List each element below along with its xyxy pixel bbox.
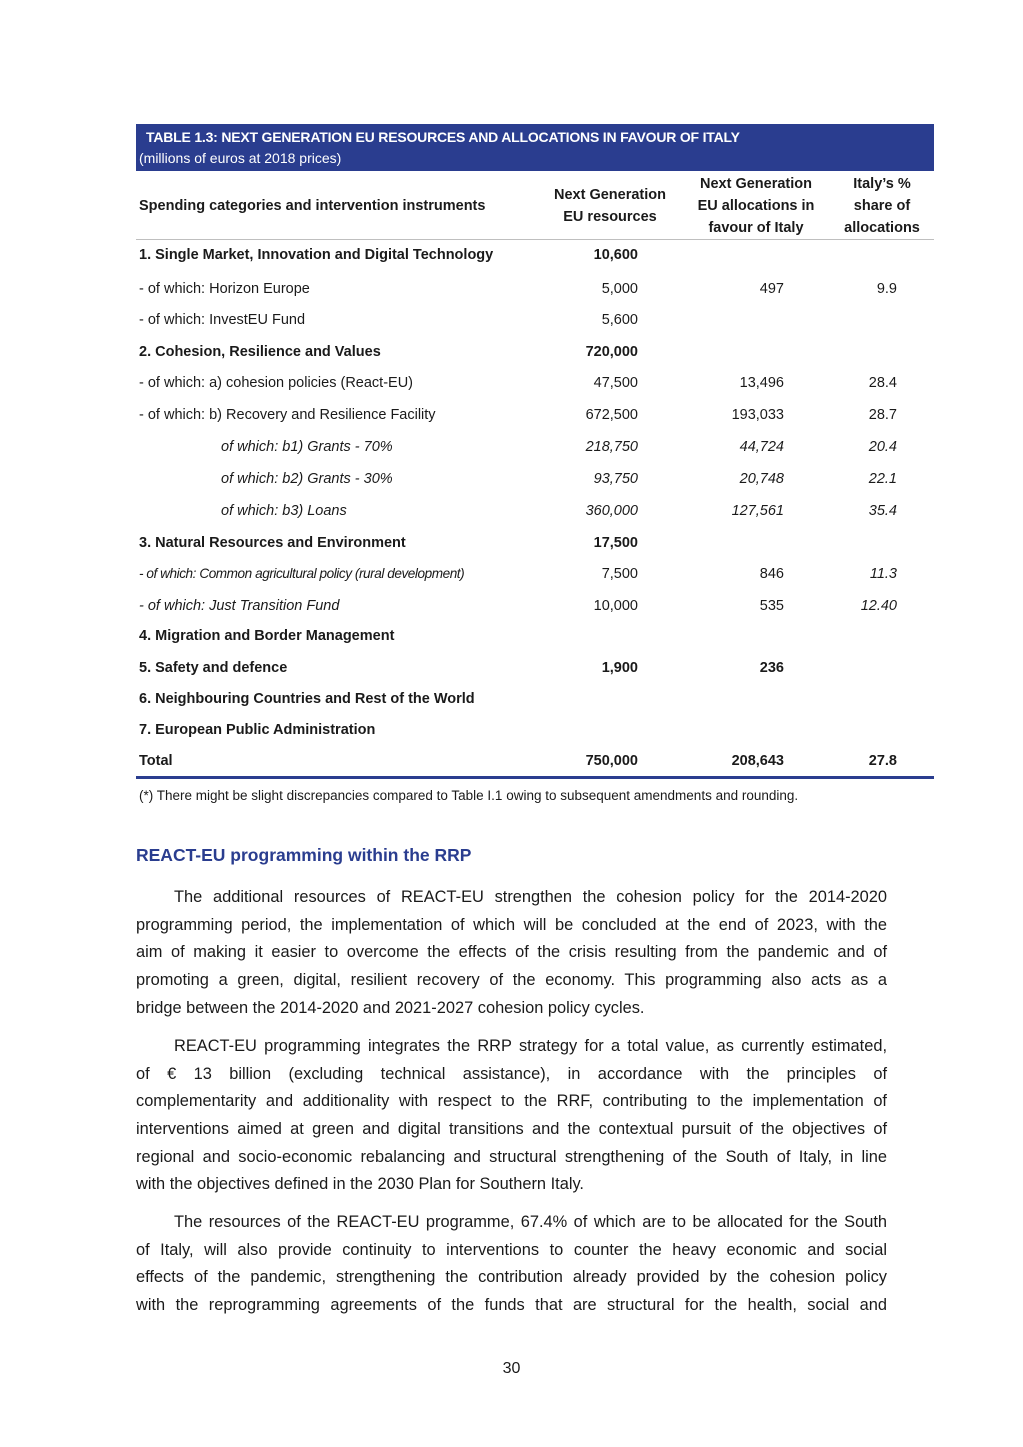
row-label: - of which: Common agricultural policy (rural development)	[139, 566, 465, 581]
row-resources: 93,750	[593, 471, 638, 487]
row-label: - of which: InvestEU Fund	[139, 312, 306, 328]
row-label: - of which: b) Recovery and Resilience Facility	[139, 407, 436, 423]
table-bottom-rule	[136, 776, 934, 779]
table-row	[136, 338, 934, 368]
row-allocations: 20,748	[739, 471, 784, 487]
text-line: bridge between the 2014-2020 and 2021-2027 cohesion policy cycles.	[136, 998, 645, 1017]
table-column-headers	[136, 171, 934, 240]
row-share: 28.4	[868, 375, 897, 391]
table-row	[136, 275, 934, 305]
row-share: 22.1	[868, 471, 897, 487]
row-share: 11.3	[869, 566, 897, 582]
table-row	[136, 306, 934, 336]
row-label: - of which: Horizon Europe	[139, 281, 310, 297]
row-share: 28.7	[868, 407, 897, 423]
table-row	[136, 369, 934, 399]
table-title-bar	[136, 124, 934, 171]
header-italy-share: Italy’s % share of allocations	[844, 176, 920, 236]
row-label: - of which: a) cohesion policies (React-EU)	[139, 375, 413, 391]
row-label: 2. Cohesion, Resilience and Values	[139, 344, 381, 360]
text-line: promoting a green, digital, resilient recovery of the economy. This programming also acts as a	[136, 971, 887, 990]
row-resources: 1,900	[601, 660, 638, 676]
table-row-total	[136, 747, 934, 777]
row-share: 20.4	[868, 439, 897, 455]
row-label: of which: b3) Loans	[221, 503, 347, 519]
section-heading: REACT-EU programming within the RRP	[136, 845, 472, 865]
row-allocations: 13,496	[739, 375, 784, 391]
row-resources: 17,500	[593, 535, 638, 551]
row-allocations: 535	[759, 598, 784, 614]
table-row	[136, 529, 934, 559]
row-label: of which: b1) Grants - 70%	[221, 439, 393, 455]
table-row	[136, 685, 934, 715]
row-resources: 7,500	[601, 566, 638, 582]
row-label: 4. Migration and Border Management	[139, 628, 395, 644]
row-label: 5. Safety and defence	[139, 660, 288, 676]
paragraph	[136, 884, 887, 1022]
table-row	[136, 497, 934, 527]
text-line: of Italy, will also provide continuity to interventions to counter the heavy economic and social	[136, 1240, 887, 1259]
row-allocations: 208,643	[731, 753, 784, 769]
text-line: The resources of the REACT-EU programme, 67.4% of which are to be allocated for the South	[174, 1213, 887, 1231]
row-resources: 5,000	[601, 281, 638, 297]
table-row	[136, 465, 934, 495]
text-line: effects of the pandemic, strengthening the contribution already provided by the cohesion policy	[136, 1268, 887, 1287]
table-title: TABLE 1.3: NEXT GENERATION EU RESOURCES AND ALLOCATIONS IN FAVOUR OF ITALY	[146, 129, 740, 145]
row-label: Total	[139, 753, 173, 769]
row-allocations: 127,561	[731, 503, 784, 519]
row-share: 27.8	[868, 753, 897, 769]
text-line: The additional resources of REACT-EU strengthen the cohesion policy for the 2014-2020	[174, 888, 887, 906]
row-allocations: 236	[759, 660, 784, 676]
text-line: programming period, the implementation of which will be concluded at the end of 2023, with the	[136, 915, 887, 934]
header-ngeu-allocations-italy: Next Generation EU allocations in favour of Italy	[697, 176, 815, 236]
row-label: - of which: Just Transition Fund	[139, 598, 340, 614]
table-subtitle: (millions of euros at 2018 prices)	[139, 150, 342, 166]
text-line: REACT-EU programming integrates the RRP strategy for a total value, as currently estimated,	[174, 1037, 887, 1055]
text-line: interventions aimed at green and digital transitions and the contextual pursuit of the objectives of	[136, 1120, 887, 1139]
row-resources: 720,000	[585, 344, 638, 360]
text-line: aim of making it easier to overcome the effects of the crisis resulting from the pandemic and of	[136, 943, 887, 962]
row-label: 3. Natural Resources and Environment	[139, 535, 406, 551]
row-allocations: 193,033	[731, 407, 784, 423]
table-row	[136, 401, 934, 431]
table-row	[136, 241, 934, 271]
paragraph	[136, 1033, 887, 1199]
table-row	[136, 654, 934, 684]
row-resources: 360,000	[585, 503, 638, 519]
text-line: complementarity and additionality with respect to the RRF, contributing to the implementation of	[136, 1092, 887, 1111]
text-line: with the reprogramming agreements of the funds that are structural for the health, social and	[136, 1296, 887, 1315]
row-allocations: 497	[759, 281, 784, 297]
row-label: of which: b2) Grants - 30%	[221, 471, 393, 487]
header-spending-categories: Spending categories and intervention instruments	[139, 198, 486, 214]
row-resources: 218,750	[585, 439, 638, 455]
row-resources: 750,000	[585, 753, 638, 769]
table-row	[136, 716, 934, 746]
table-footnote: (*) There might be slight discrepancies compared to Table I.1 owing to subsequent amendments and rounding.	[139, 788, 799, 803]
text-line: with the objectives defined in the 2030 Plan for Southern Italy.	[136, 1175, 584, 1194]
page-number: 30	[502, 1360, 521, 1377]
row-share: 35.4	[868, 503, 897, 519]
row-label: 7. European Public Administration	[139, 722, 376, 738]
table-row	[136, 592, 934, 622]
paragraph	[136, 1209, 887, 1320]
header-ngeu-resources: Next Generation EU resources	[554, 187, 666, 225]
row-resources: 5,600	[601, 312, 638, 328]
table-row	[136, 622, 934, 652]
row-resources: 10,600	[593, 247, 638, 263]
row-resources: 672,500	[585, 407, 638, 423]
row-resources: 47,500	[593, 375, 638, 391]
row-share: 12.40	[860, 598, 897, 614]
table-row	[136, 433, 934, 463]
text-line: regional and socio-economic rebalancing and structural strengthening of the South of Italy, in line	[136, 1147, 887, 1166]
row-label: 1. Single Market, Innovation and Digital Technology	[139, 247, 494, 263]
row-label: 6. Neighbouring Countries and Rest of the World	[139, 691, 475, 707]
table-row	[136, 560, 934, 590]
text-line: of € 13 billion (excluding technical assistance), in accordance with the principles of	[136, 1064, 887, 1083]
row-resources: 10,000	[593, 598, 638, 614]
row-allocations: 44,724	[739, 439, 784, 455]
row-share: 9.9	[876, 281, 897, 297]
row-allocations: 846	[759, 566, 784, 582]
